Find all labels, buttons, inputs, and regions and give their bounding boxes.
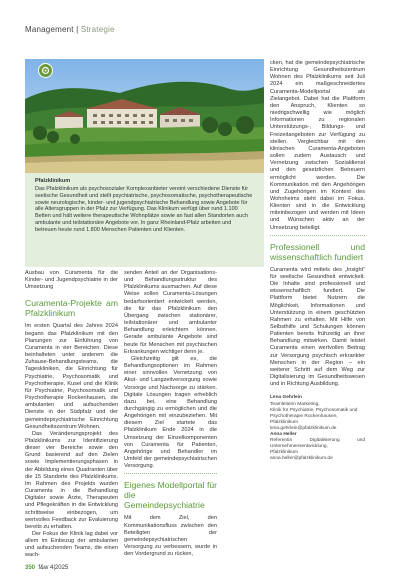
body-paragraph: Gleichzeitig gilt es, die Behandlungsoptionen im Rahmen einer sinnvollen Vernetzung von Akut- und Langzeitversorgung sowie Vorsorge und Nachsorge zu stärken. Digitale Lösungen tragen erheblich dazu bei, eine Behandlung durchgängig zu ermöglichen und die Angehörigen mit einzubeziehen. Mit diesem Ziel startete das Pfalzklinikum Ende 2024 in die Umsetzung der Einzelkomponenten von Curamenta für Patienten, Angehörige und Behandler im Umfeld der gemeindepsychiatrischen Versorgung. <box>124 355 217 470</box>
heading-curamenta-projekte: Curamenta-Projekte am Pfalzklinikum <box>25 298 118 319</box>
heading-modellportal: Eigenes Modellportal für die Gemeindepsychiatrie <box>124 480 217 511</box>
body-paragraph: cken, hat die gemeindepsychiatrische Einrichtung Gesundheitszentrum Wohnen des Pfalzklinikums seit Juli 2024 ein maßgeschneidertes Curamenta-Modellportal als Zielangebot. Dabei hat die Plattform den Anspruch, Klienten so niedrigschwellig wie möglich Informationen zu regionalen Unterstützungs-, Bildungs- und Freizeitangeboten zur Verfügung zu stellen. Vergleichbar mit den klinischen Curamenta-Angeboten sollen zudem Austausch und Vernetzung zwischen Sozialdienst und den gesetzlichen Betreuern ermöglicht werden. Die Kommunikation mit den Angehörigen und Zugehörigen im Kontext des Wohnheims steht dabei im Fokus. Klienten sind in die Entwicklung miteinbezogen und werden mit Ideen und Wünschen aktiv an der Umsetzung beteiligt. <box>270 60 365 231</box>
running-header <box>25 25 115 34</box>
heading-professionell: Professionell und wissenschaftlich fundiert <box>270 241 365 262</box>
credit-line: Klinik für Psychiatrie, Psychosomatik und <box>270 407 358 413</box>
clinic-logo-icon <box>38 63 53 78</box>
clinic-landscape-image <box>25 59 264 173</box>
credit-line: Pfalzklinikum <box>270 450 298 456</box>
intro-paragraph: Ausbau von Curamenta für die Kinder- und Jugendpsychiatrie in der Umsetzung <box>25 270 118 291</box>
section-label: Management <box>25 25 74 34</box>
page-number: 350 <box>25 565 36 571</box>
credit-line: Pfalzklinikum <box>270 419 298 425</box>
page-footer <box>25 565 68 571</box>
body-paragraph: Curamenta wird mittels des „Insight“ für seelische Gesundheit entwickelt. Die Inhalte sind professionell und wissenschaftlich fundiert. Die Plattform bietet Nutzern die Möglichkeit, Informationen und Unterstützung in einem geschützten Rahmen zu erhalten. Mit Hilfe von Selbsthilfe und Schulungen können Patienten bereits frühzeitig an ihrer Behandlung mitwirken. Damit leistet Curamenta einen wertvollen Beitrag zur Versorgung psychisch erkrankter Menschen in der Region – ein weiterer Schritt auf dem Weg zur Digitalisierung im Gesundheitswesen und in Richtung Ausbildung. <box>270 266 365 388</box>
body-paragraph: senden Anteil an der Organisations- und Behandlungsstruktur des Pfalzklinikums ausmachen. Auf diese Weise sollen Curamenta-Lösungen bedarfsorientiert entwickelt werden, die für das Pfalzklinikum den Übergang zwischen stationärer, teilstationärer und ambulanter Behandlung erleichtern können. Gerade ambulante Angebote sind heute für Menschen mit psychischen Erkrankungen wichtiger denn je. <box>124 270 217 355</box>
journal-name: f&w 4|2025 <box>38 565 69 571</box>
article-column-2 <box>124 270 217 558</box>
photo-caption-box <box>25 173 264 267</box>
body-paragraph: Der Fokus der Klinik lag dabei vor allem im Einbezug der ambulanten und aufsuchenden Teams, die einen wach- <box>25 531 118 559</box>
credit-line: Lena Gehrlein <box>270 395 302 401</box>
body-paragraph: Mit dem Ziel, den Kommunikationsfluss zwischen den Beteiligten der gemeindepsychiatrischen Versorgung zu verbessern, wurde in den Vordergrund zu rücken, <box>124 515 217 558</box>
section-divider <box>124 473 217 474</box>
body-paragraph: Im ersten Quartal des Jahres 2024 begann das Pfalzklinikum mit den Planungen zur Einführung von Curamenta in vier Bereichen. Diese beinhalteten unter anderem die Zuhause-Behandlungsteams, die Tageskliniken, die Einrichtung für Psychiatrie, Psychosomatik und Psychotherapie, Kusel und die Klinik für Psychiatrie, Psychosomatik und Psychotherapie Rockenhausen, die ambulanten und aufsuchenden Dienste in der Südpfalz und der gemeindepsychiatrische Einrichtung Gesundheitszentrum Wohnen. <box>25 323 118 430</box>
author-email-link[interactable]: lena.gehrlein@pfalzklinikum.de <box>270 425 337 431</box>
clinic-photo <box>25 59 264 173</box>
credit-line: Psychotherapie Rockenhausen, <box>270 413 338 419</box>
credit-line: Anna Heller <box>270 431 297 437</box>
caption-title: Pfalzklinikum <box>35 178 71 184</box>
header-separator: | <box>73 25 81 34</box>
article-column-1 <box>25 270 118 560</box>
author-credits <box>270 395 365 462</box>
body-paragraph: Das Veränderungsprojekt des Pfalzklinikums zur Identifizierung dieser vier Bereiche sowie den Grund basierend auf den Zielen sowie Implementierungsphasen in der Abbildung eines Quadranten über die 15 Standorte des Pfalzklinikums. Im Rahmen des Projekts wurden Curamenta in die Behandlung Digitaler sowie Ärzte, Therapeuten und Pflegekräften in die Entwicklung schrittweise einbezogen, um wertvolles Feedback zur Evaluierung bereits zu erhalten. <box>25 430 118 530</box>
author-email-link[interactable]: anna.heller@pfalzklinikum.de <box>270 456 333 462</box>
credit-line: Referentin Digitalisierung und Unternehmensentwicklung, <box>270 438 365 450</box>
caption-text: Das Pfalzklinikum als psychosozialer Komplexanbieter vereint verschiedene Dienste für seelische Gesundheit und stellt psychiatrische, psychosomatische, psychotherapeutische sowie neurologische, kinder- und jugendpsychiatrische Behandlung sowie Angebote für alle Altersgruppen in der Pfalz zur Verfügung. Das Klinikum verfügt über rund 1.100 Betten und hält weitere therapeutische Wohnplätze sowie an fast allen Standorten auch ambulante und teilstationäre Angebote vor. In ganz Rheinland-Pfalz arbeiten und betreuen heute rund 1.800 Menschen Patienten und Klienten. <box>35 186 253 233</box>
subsection-label: Strategie <box>80 25 115 34</box>
credit-line: Teamleiterin Marketing, <box>270 401 320 407</box>
article-column-3 <box>270 60 365 462</box>
section-divider <box>270 235 365 236</box>
